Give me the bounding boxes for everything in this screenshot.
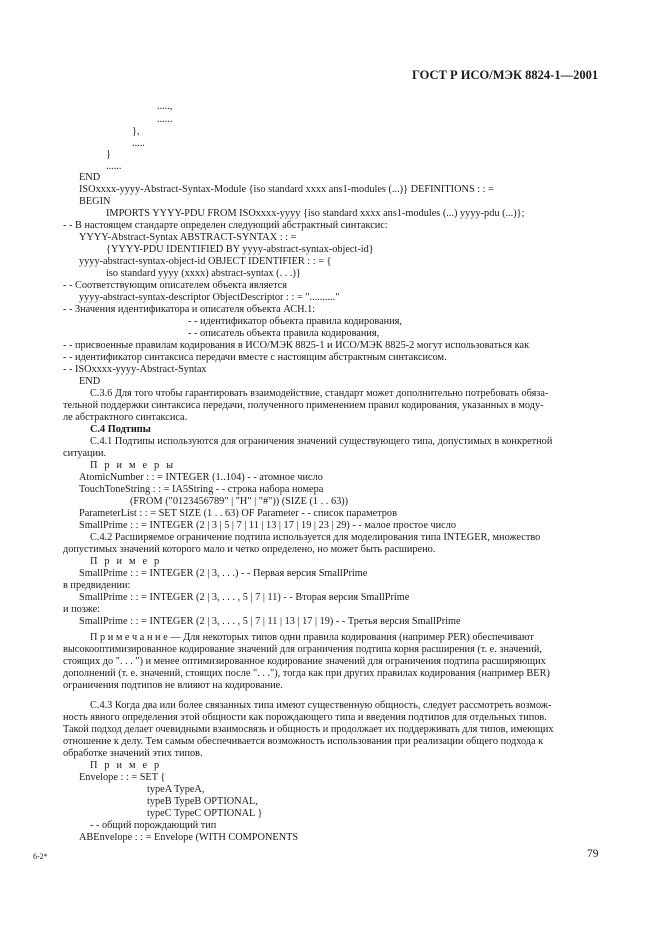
text-line: typeC TypeC OPTIONAL }	[147, 808, 263, 819]
text-line: .....,	[157, 101, 173, 112]
text-line: Такой подход делает очевидными взаимосвязь и общность и продолжает их поддерживать для типов, имеющих	[63, 724, 554, 735]
text-line: - - идентификатор объекта правила кодирования,	[188, 316, 402, 327]
text-line: обработке значений этих типов.	[63, 748, 203, 759]
text-line: - - описатель объекта правила кодирования,	[188, 328, 380, 339]
text-line: - - Значения идентификатора и описателя объекта АСН.1:	[63, 304, 316, 315]
text-line: IMPORTS YYYY-PDU FROM ISOxxxx-yyyy {iso standard xxxx ans1-modules (...) yyyy-pdu (...)};	[106, 208, 525, 219]
text-line: END	[79, 376, 101, 387]
text-line: SmallPrime : : = INTEGER (2 | 3, . . . , 5 | 7 | 11 | 13 | 17 | 19) - - Третья версия SmallPrime	[79, 616, 461, 627]
text-line: yyyy-abstract-syntax-descriptor ObjectDescriptor : : = ".........."	[79, 292, 340, 303]
note-line: стоящих до ". . . ") и менее оптимизированное кодирование значений для ограничения подтипа расширяющих	[63, 656, 546, 667]
text-line: typeA TypeA,	[147, 784, 205, 795]
text-line: iso standard yyyy (xxxx) abstract-syntax (. . .)}	[106, 268, 301, 279]
text-line: {YYYY-PDU IDENTIFIED BY yyyy-abstract-syntax-object-id}	[106, 244, 374, 255]
text-line: С.4.1 Подтипы используются для ограничения значений существующего типа, допустимых в конкретной	[90, 436, 553, 447]
text-line: yyyy-abstract-syntax-object-id OBJECT IDENTIFIER : : = {	[79, 256, 332, 267]
text-line: - - общий порождающий тип	[90, 820, 217, 831]
text-line: SmallPrime : : = INTEGER (2 | 3 | 5 | 7 | 11 | 13 | 17 | 19 | 23 | 29) - - малое простое число	[79, 520, 457, 531]
text-line: отношение к делу. Тем самым обеспечивается возможность использования при реализации общего подхода к	[63, 736, 544, 747]
text-line: ситуации.	[63, 448, 107, 459]
text-line: END	[79, 172, 101, 183]
example-label: П р и м е р	[90, 556, 162, 567]
examples-label: П р и м е р ы	[90, 460, 176, 471]
note-line: ограничения подтипов не влияют на кодирование.	[63, 680, 283, 691]
text-line: тельной поддержки синтаксиса передачи, полученного применением правил кодирования, указанных в моду-	[63, 400, 544, 411]
text-line: - - идентификатор синтаксиса передачи вместе с настоящим абстрактным синтаксисом.	[63, 352, 447, 363]
text-line: - - присвоенные правилам кодирования в ИСО/МЭК 8825-1 и ИСО/МЭК 8825-2 могут использоваться как	[63, 340, 530, 351]
text-line: SmallPrime : : = INTEGER (2 | 3, . . .) - - Первая версия SmallPrime	[79, 568, 368, 579]
text-line: (FROM ("0123456789" | "H" | "#")) (SIZE (1 . . 63))	[130, 496, 349, 507]
text-line: AtomicNumber : : = INTEGER (1..104) - - атомное число	[79, 472, 323, 483]
section-heading: С.4 Подтипы	[90, 424, 151, 435]
text-line: ......	[106, 161, 122, 172]
note-line: П р и м е ч а н и е — Для некоторых типов одни правила кодирования (например PER) обеспечивают	[90, 632, 534, 643]
text-line: С.4.3 Когда два или более связанных типа имеют существенную общность, следует рассмотреть возмож-	[90, 700, 552, 711]
note-line: дополнений (т. е. значений, стоящих после ". . ."), тогда как при других правилах кодирования (например BER)	[63, 668, 550, 679]
text-line: YYYY-Abstract-Syntax ABSTRACT-SYNTAX : : =	[79, 232, 297, 243]
text-line: ность явного определения этой общности как порождающего типа и введения подтипов для отдельных типов.	[63, 712, 547, 723]
text-line: },	[132, 126, 140, 137]
text-line: и позже:	[63, 604, 101, 615]
text-line: ABEnvelope : : = Envelope (WITH COMPONENTS	[79, 832, 299, 843]
text-line: ......	[157, 114, 173, 125]
text-line: C.3.6 Для того чтобы гарантировать взаимодействие, стандарт может дополнительно потребовать обяза-	[90, 388, 549, 399]
text-line: допустимых значений которого мало и четко определено, но может быть расширено.	[63, 544, 436, 555]
page-number: 79	[587, 848, 599, 860]
text-line: Envelope : : = SET {	[79, 772, 166, 783]
text-line: BEGIN	[79, 196, 111, 207]
text-line: .....	[132, 138, 145, 149]
text-line: ле абстрактного синтаксиса.	[63, 412, 188, 423]
standard-header: ГОСТ Р ИСО/МЭК 8824-1—2001	[412, 68, 599, 82]
text-line: typeB TypeB OPTIONAL,	[147, 796, 258, 807]
text-line: SmallPrime : : = INTEGER (2 | 3, . . . , 5 | 7 | 11) - - Вторая версия SmallPrime	[79, 592, 410, 603]
text-line: - - Соответствующим описателем объекта является	[63, 280, 288, 291]
text-line: С.4.2 Расширяемое ограничение подтипа используется для моделирования типа INTEGER, множество	[90, 532, 541, 543]
text-line: }	[106, 149, 111, 160]
note-line: высокооптимизированное кодирование значений для ограничения подтипа корня расширения (т. е. значений,	[63, 644, 542, 655]
text-line: TouchToneString : : = IA5String - - строка набора номера	[79, 484, 324, 495]
text-line: - - ISOxxxx-yyyy-Abstract-Syntax	[63, 364, 207, 375]
text-line: ISOxxxx-yyyy-Abstract-Syntax-Module {iso standard xxxx ans1-modules (...)} DEFINITIONS : : =	[79, 184, 494, 195]
print-mark: 6-2*	[33, 852, 48, 861]
text-line: в предвидении:	[63, 580, 131, 591]
text-line: ParameterList : : = SET SIZE (1 . . 63) OF Parameter - - список параметров	[79, 508, 397, 519]
example-label: П р и м е р	[90, 760, 162, 771]
text-line: - - В настоящем стандарте определен следующий абстрактный синтаксис:	[63, 220, 388, 231]
